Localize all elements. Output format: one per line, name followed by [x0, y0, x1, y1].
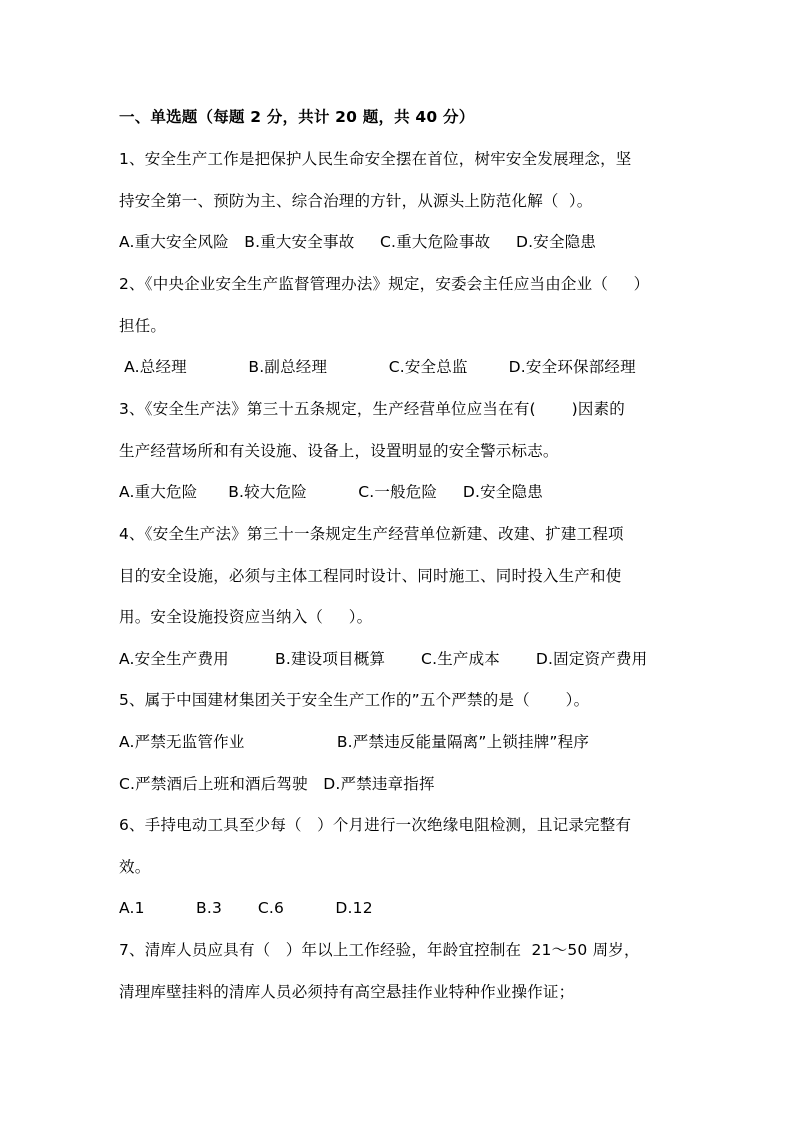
question-4-line-2: 目的安全设施，必须与主体工程同时设计、同时施工、同时投入生产和使 [119, 567, 622, 585]
question-2-line-2: 担任。 [119, 317, 167, 335]
question-7-line-2: 清理库壁挂料的清库人员必须持有高空悬挂作业特种作业操作证； [119, 983, 575, 1001]
question-5-options-1: A.严禁无监管作业 B.严禁违反能量隔离”上锁挂牌”程序 [119, 733, 590, 751]
question-6-line-1: 6、手持电动工具至少每（ ）个月进行一次绝缘电阻检测，且记录完整有 [119, 816, 632, 834]
question-3-line-2: 生产经营场所和有关设施、设备上，设置明显的安全警示标志。 [119, 442, 559, 460]
question-7-line-1: 7、清库人员应具有（ ）年以上工作经验，年龄宜控制在 21～50 周岁， [119, 941, 640, 959]
question-6-line-2: 效。 [119, 858, 151, 876]
section-heading: 一、单选题（每题 2 分，共计 20 题，共 40 分） [119, 108, 475, 126]
question-6-options: A.1 B.3 C.6 D.12 [119, 899, 373, 917]
question-1-line-2: 持安全第一、预防为主、综合治理的方针，从源头上防范化解（ ）。 [119, 192, 593, 210]
question-2-options: A.总经理 B.副总经理 C.安全总监 D.安全环保部经理 [119, 358, 636, 376]
question-3-options: A.重大危险 B.较大危险 C.一般危险 D.安全隐患 [119, 483, 543, 501]
question-2-line-1: 2、《中央企业安全生产监督管理办法》规定，安委会主任应当由企业（ ） [119, 275, 650, 293]
question-1-options: A.重大安全风险 B.重大安全事故 C.重大危险事故 D.安全隐患 [119, 233, 597, 251]
question-4-options: A.安全生产费用 B.建设项目概算 C.生产成本 D.固定资产费用 [119, 650, 648, 668]
question-4-line-3: 用。安全设施投资应当纳入（ ）。 [119, 608, 373, 626]
question-4-line-1: 4、《安全生产法》第三十一条规定生产经营单位新建、改建、扩建工程项 [119, 525, 624, 543]
question-3-line-1: 3、《安全生产法》第三十五条规定，生产经营单位应当在有( )因素的 [119, 400, 625, 418]
question-5-options-2: C.严禁酒后上班和酒后驾驶 D.严禁违章指挥 [119, 775, 435, 793]
question-5-line-1: 5、属于中国建材集团关于安全生产工作的”五个严禁的是（ ）。 [119, 691, 590, 709]
question-1-line-1: 1、安全生产工作是把保护人民生命安全摆在首位，树牢安全发展理念，坚 [119, 150, 632, 168]
